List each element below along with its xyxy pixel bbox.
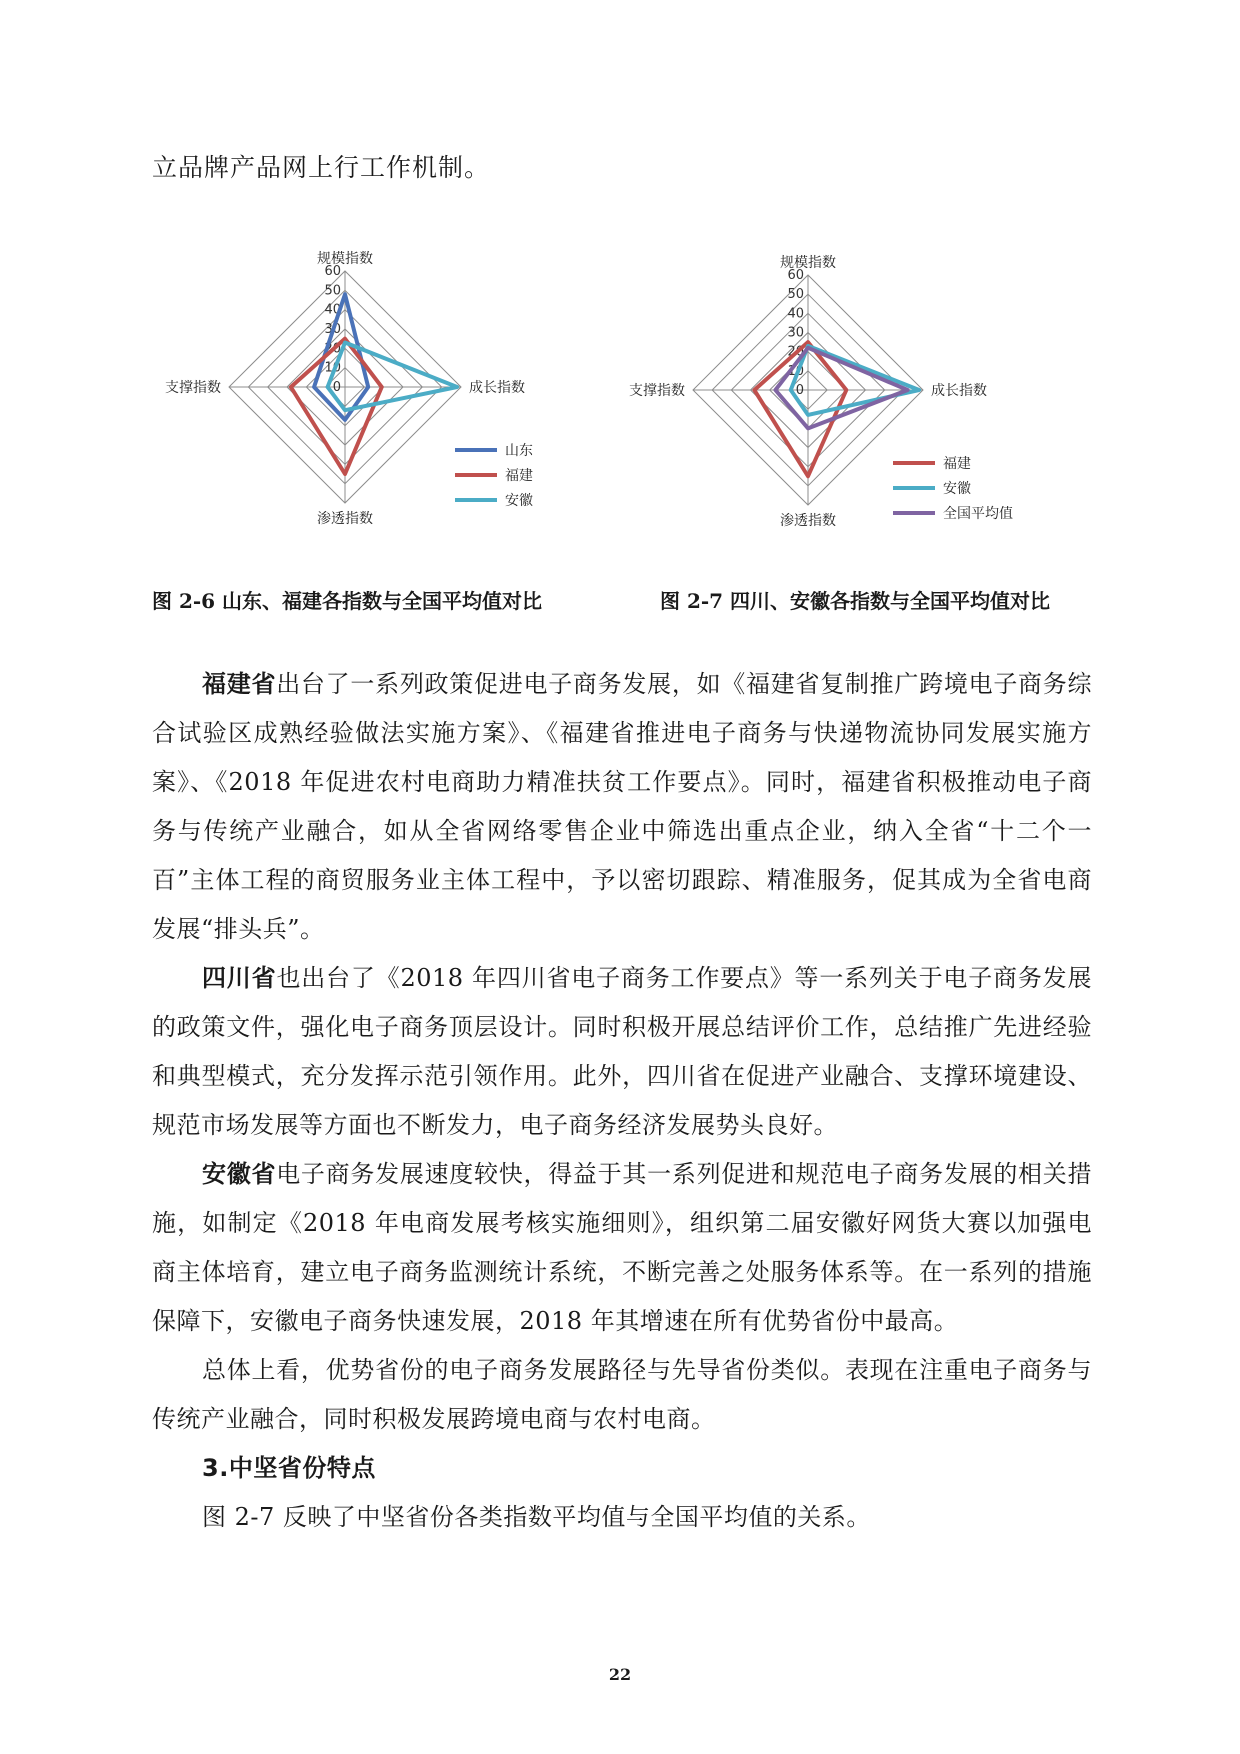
scale-tick-label: 20: [324, 341, 341, 357]
axis-label: 支撑指数: [629, 383, 685, 399]
paragraph-summary: 总体上看，优势省份的电子商务发展路径与先导省份类似。表现在注重电子商务与传统产业融合，同时积极发展跨境电商与农村电商。: [152, 1356, 1092, 1433]
paragraph-sichuan: [152, 954, 1092, 1150]
axis-label: 渗透指数: [780, 513, 836, 529]
scale-tick-label: 50: [787, 287, 804, 303]
axis-label: 规模指数: [780, 255, 836, 271]
scale-tick-label: 30: [324, 322, 341, 337]
axis-label: 成长指数: [931, 383, 987, 399]
axis-label: 支撑指数: [165, 380, 221, 396]
legend-label: 福建: [943, 456, 971, 472]
paragraph-text: 也出台了《2018 年四川省电子商务工作要点》等一系列关于电子商务发展的政策文件，强化电子商务顶层设计。同时积极开展总结评价工作，总结推广先进经验和典型模式，充分发挥示范引领作用。此外，四川省在促进产业融合、支撑环境建设、规范市场发展等方面也不断发力，电子商务经济发展势头良好。: [152, 964, 1092, 1139]
legend-label: 全国平均值: [943, 506, 1013, 522]
paragraph-lead: 福建省: [202, 670, 277, 698]
radar-grid: [693, 275, 923, 505]
paragraph-lead: 四川省: [202, 964, 277, 992]
axis-label: 规模指数: [317, 251, 373, 267]
continued-text: 立品牌产品网上行工作机制。: [152, 153, 491, 182]
legend-label: 安徽: [505, 493, 533, 509]
scale-tick-label: 40: [324, 302, 341, 318]
axis-label: 渗透指数: [317, 511, 373, 527]
radar-chart-fig-2-6: [140, 235, 560, 559]
section-heading: 3.中坚省份特点: [202, 1454, 376, 1482]
scale-tick-label: 10: [787, 363, 804, 379]
figure-caption-2-7: 图 2-7 四川、安徽各指数与全国平均值对比: [660, 589, 1051, 613]
scale-tick-label: 40: [787, 306, 804, 322]
scale-tick-label: 0: [795, 383, 804, 398]
scale-tick-label: 30: [787, 325, 804, 341]
paragraph-text: 出台了一系列政策促进电子商务发展，如《福建省复制推广跨境电子商务综合试验区成熟经验做法实施方案》、《福建省推进电子商务与快递物流协同发展实施方案》、《2018 年促进农村电商助力精准扶贫工作要点》。同时，福建省积极推动电子商务与传统产业融合，如从全省网络零售企业中筛选出重点企业，纳入全省“十二个一百”主体工程的商贸服务业主体工程中，予以密切跟踪、精准服务，促其成为全省电商发展“排头兵”。: [152, 670, 1092, 943]
paragraph-fujian: [152, 660, 1092, 954]
legend-label: 山东: [505, 443, 533, 459]
series-安徽: [791, 346, 919, 415]
legend-label: 福建: [505, 468, 533, 484]
axis-label: 成长指数: [469, 380, 525, 396]
paragraph-lead: 安徽省: [202, 1160, 277, 1188]
scale-tick-label: 10: [324, 360, 341, 376]
page-number: 22: [608, 1665, 632, 1684]
radar-chart-fig-2-7: [608, 250, 1028, 544]
figure-caption-2-6: 图 2-6 山东、福建各指数与全国平均值对比: [152, 589, 543, 613]
scale-tick-label: 20: [787, 344, 804, 360]
scale-tick-label: 0: [332, 380, 341, 395]
paragraph-text: 电子商务发展速度较快，得益于其一系列促进和规范电子商务发展的相关措施，如制定《2018 年电商发展考核实施细则》，组织第二届安徽好网货大赛以加强电商主体培育，建立电子商务监测统计系统，不断完善之处服务体系等。在一系列的措施保障下，安徽电子商务快速发展，2018 年其增速在所有优势省份中最高。: [152, 1160, 1092, 1335]
paragraph-figure-ref: 图 2-7 反映了中坚省份各类指数平均值与全国平均值的关系。: [202, 1503, 871, 1531]
scale-tick-label: 60: [787, 268, 804, 283]
body-text: [152, 660, 1092, 1542]
scale-tick-label: 50: [324, 283, 341, 299]
legend-label: 安徽: [943, 481, 971, 497]
radar-grid: [229, 271, 461, 503]
paragraph-anhui: [152, 1150, 1092, 1346]
scale-tick-label: 60: [324, 264, 341, 279]
